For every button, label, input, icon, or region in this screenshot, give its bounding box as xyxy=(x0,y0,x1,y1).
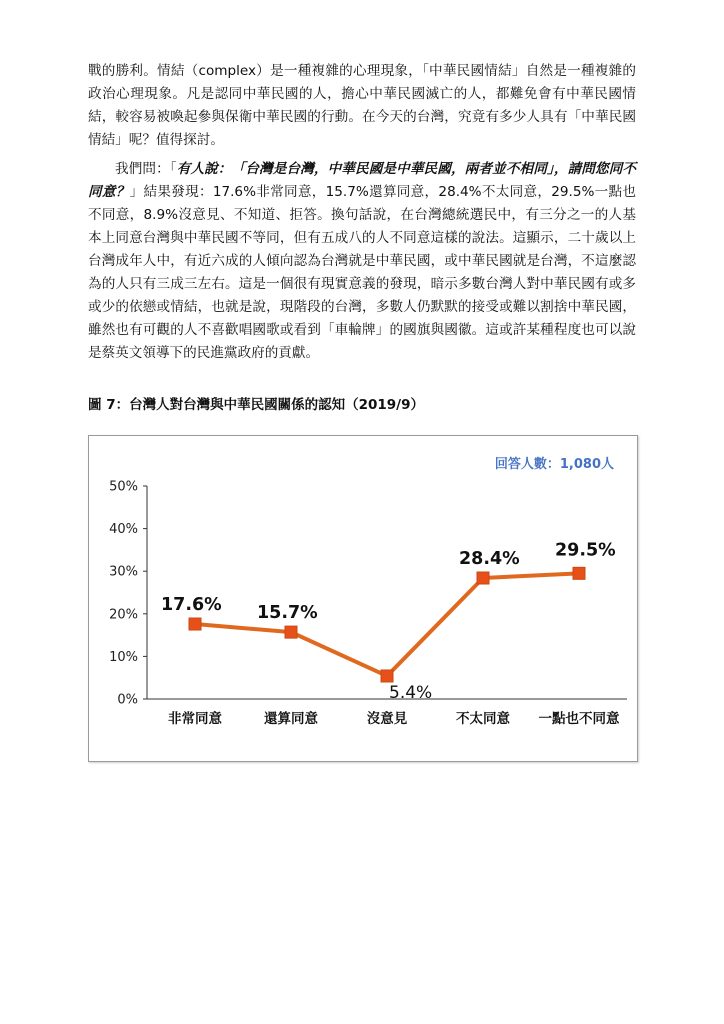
paragraph-2-lead: 我們問：「 xyxy=(115,161,177,177)
data-label: 29.5% xyxy=(555,540,616,561)
y-tick-label: 50% xyxy=(109,479,138,495)
y-tick-label: 30% xyxy=(109,564,138,580)
x-tick-label: 不太同意 xyxy=(456,711,510,727)
paragraph-2-rest: 」結果發現：17.6%非常同意，15.7%還算同意，28.4%不太同意，29.5%一點也不同意，8.9%沒意見、不知道、拒答。換句話說，在台灣總統選民中，有三分之一的人基本上同意台灣與中華民國不等同，但有五成八的人不同意這樣的說法。這顯示，二十歲以上台灣成年人中，有近六成的人傾向認為台灣就是中華民國，或中華民國就是台灣，不這麼認為的人只有三成三左右。這是一個很有現實意義的發現，暗示多數台灣人對中華民國有或多或少的依戀或情結，也就是說，現階段的台灣，多數人仍默默的接受或難以割捨中華民國，雖然也有可觀的人不喜歡唱國歌或看到「車輪牌」的國旗與國徽。這或許某種程度也可以說是蔡英文領導下的民進黨政府的貢獻。 xyxy=(88,184,637,361)
data-label: 17.6% xyxy=(161,595,222,616)
x-tick-label: 一點也不同意 xyxy=(538,711,620,727)
y-tick-label: 40% xyxy=(109,522,138,538)
chart-canvas xyxy=(89,436,637,761)
x-tick-label: 還算同意 xyxy=(264,711,318,727)
y-tick-label: 0% xyxy=(117,692,138,708)
data-point xyxy=(573,567,585,579)
x-tick-label: 沒意見 xyxy=(366,711,408,727)
y-tick-label: 20% xyxy=(109,607,138,623)
data-label: 28.4% xyxy=(459,549,520,570)
data-point xyxy=(189,618,201,630)
y-tick-label: 10% xyxy=(109,649,138,665)
survey-question: 有人說：「台灣是台灣，中華民國是中華民國，兩者並不相同」，請問您同不同意？ xyxy=(88,161,637,200)
data-point xyxy=(381,670,393,682)
data-label: 5.4% xyxy=(389,682,433,703)
body-paragraph-1: 戰的勝利。情結（complex）是一種複雜的心理現象，「中華民國情結」自然是一種複雜的政治心理現象。凡是認同中華民國的人，擔心中華民國滅亡的人，都難免會有中華民國情結，較容易被喚起參與保衛中華民國的行動。在今天的台灣，究竟有多少人具有「中華民國情結」呢？值得探討。 xyxy=(88,63,636,148)
respondent-note: 回答人數：1,080人 xyxy=(494,457,614,472)
line-chart xyxy=(88,435,638,762)
x-tick-label: 非常同意 xyxy=(168,711,222,727)
data-point xyxy=(285,626,297,638)
body-paragraph-2 xyxy=(88,158,636,365)
data-label: 15.7% xyxy=(257,603,318,624)
data-point xyxy=(477,572,489,584)
figure-title: 圖 7：台灣人對台灣與中華民國關係的認知（2019/9） xyxy=(88,397,424,413)
series-line xyxy=(195,573,579,676)
